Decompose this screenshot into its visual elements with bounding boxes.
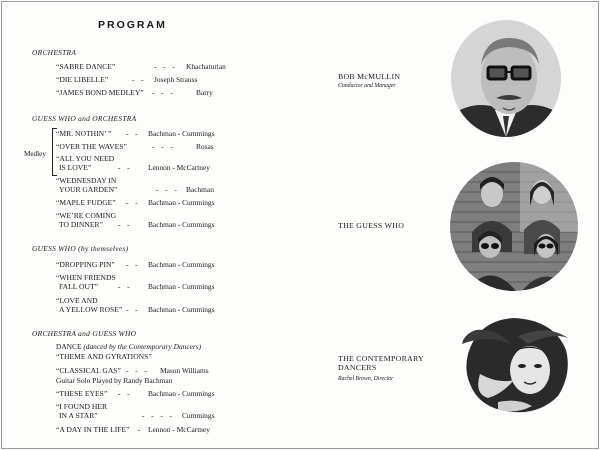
song-title: “WHEN FRIENDS FALL OUT” <box>56 273 116 291</box>
dot-leader: - - <box>132 75 145 84</box>
composer: Joseph Strauss <box>154 75 198 84</box>
composer: Bachman - Cummings <box>148 220 215 229</box>
composer: Khachaturian <box>186 62 226 71</box>
song-title: “THESE EYES” <box>56 389 108 398</box>
performer-name-dancers: THE CONTEMPORARY DANCERS <box>338 354 425 372</box>
song-title: “SABRE DANCE” <box>56 62 116 71</box>
program-page <box>1 1 599 449</box>
dot-leader: - - <box>126 129 139 138</box>
composer: Mason Williams <box>160 366 209 375</box>
performer-role-dancers: Rachel Brown, Director <box>338 376 394 382</box>
song-title: “A DAY IN THE LIFE” <box>56 425 130 434</box>
composer: Rosas <box>196 142 214 151</box>
section-heading-orchestra-and-guess-who: ORCHESTRA and GUESS WHO <box>32 329 137 338</box>
dot-leader: - - <box>118 220 131 229</box>
guitar-solo-note: Guitar Solo Played by Randy Bachman <box>56 376 173 385</box>
dot-leader: - - <box>126 305 139 314</box>
composer: Bachman - Cummings <box>148 198 215 207</box>
composer: Lennon - McCartney <box>148 425 210 434</box>
dot-leader: - - - <box>152 88 174 97</box>
section-heading-guess-who-and-orchestra: GUESS WHO and ORCHESTRA <box>32 114 137 123</box>
composer: Bachman - Cummings <box>148 389 215 398</box>
composer: Barry <box>196 88 213 97</box>
song-title: “DIE LIBELLE” <box>56 75 109 84</box>
song-title: “OVER THE WAVES” <box>56 142 127 151</box>
song-title: “JAMES BOND MEDLEY” <box>56 88 144 97</box>
composer: Bachman - Cummings <box>148 260 215 269</box>
song-title: “DROPPING PIN” <box>56 260 115 269</box>
dot-leader: - - <box>126 260 139 269</box>
conductor-photo <box>451 20 561 137</box>
performer-name-conductor: BOB McMULLIN <box>338 72 401 81</box>
dance-credit: (danced by the Contemporary Dancers) <box>83 342 202 351</box>
song-title: “MR. NOTHIN’ ” <box>56 129 112 138</box>
song-title: “LOVE AND A YELLOW ROSE” <box>56 296 123 314</box>
composer: Bachman - Cummings <box>148 282 215 291</box>
song-title: “MAPLE FUDGE” <box>56 198 116 207</box>
band-photo <box>450 162 578 291</box>
dancer-photo <box>458 314 574 416</box>
dot-leader: - - - <box>154 62 176 71</box>
song-title: “WEDNESDAY IN YOUR GARDEN” <box>56 176 118 194</box>
dot-leader: - - - <box>156 185 178 194</box>
medley-label: Medley <box>24 150 46 158</box>
dot-leader: - - - <box>152 142 174 151</box>
composer: Lennon - McCartney <box>148 163 210 172</box>
dot-leader: - <box>138 425 142 434</box>
dot-leader: - - <box>118 389 131 398</box>
dot-leader: - - <box>118 163 131 172</box>
dot-leader: - - <box>118 282 131 291</box>
section-heading-guess-who-alone: GUESS WHO (by themselves) <box>32 244 129 253</box>
song-title: “I FOUND HER IN A STAR” <box>56 402 108 420</box>
section-heading-orchestra: ORCHESTRA <box>32 48 77 57</box>
performer-role-conductor: Conductor and Manager <box>338 83 396 89</box>
performer-name-band: THE GUESS WHO <box>338 221 405 230</box>
dot-leader: - - - <box>126 366 148 375</box>
dance-line: DANCE (danced by the Contemporary Dancers) <box>56 342 202 351</box>
composer: Bachman - Cummings <box>148 129 215 138</box>
song-title: “THEME AND GYRATIONS” <box>56 352 152 361</box>
song-title: “ALL YOU NEED IS LOVE” <box>56 154 115 172</box>
song-title: “CLASSICAL GAS” <box>56 366 121 375</box>
composer: Bachman <box>186 185 214 194</box>
dot-leader: - - - - <box>142 411 173 420</box>
song-title: “WE’RE COMING TO DINNER” <box>56 211 117 229</box>
dot-leader: - - <box>126 198 139 207</box>
composer: Bachman - Cummings <box>148 305 215 314</box>
composer: Cummings <box>182 411 215 420</box>
page-title: PROGRAM <box>98 19 167 31</box>
